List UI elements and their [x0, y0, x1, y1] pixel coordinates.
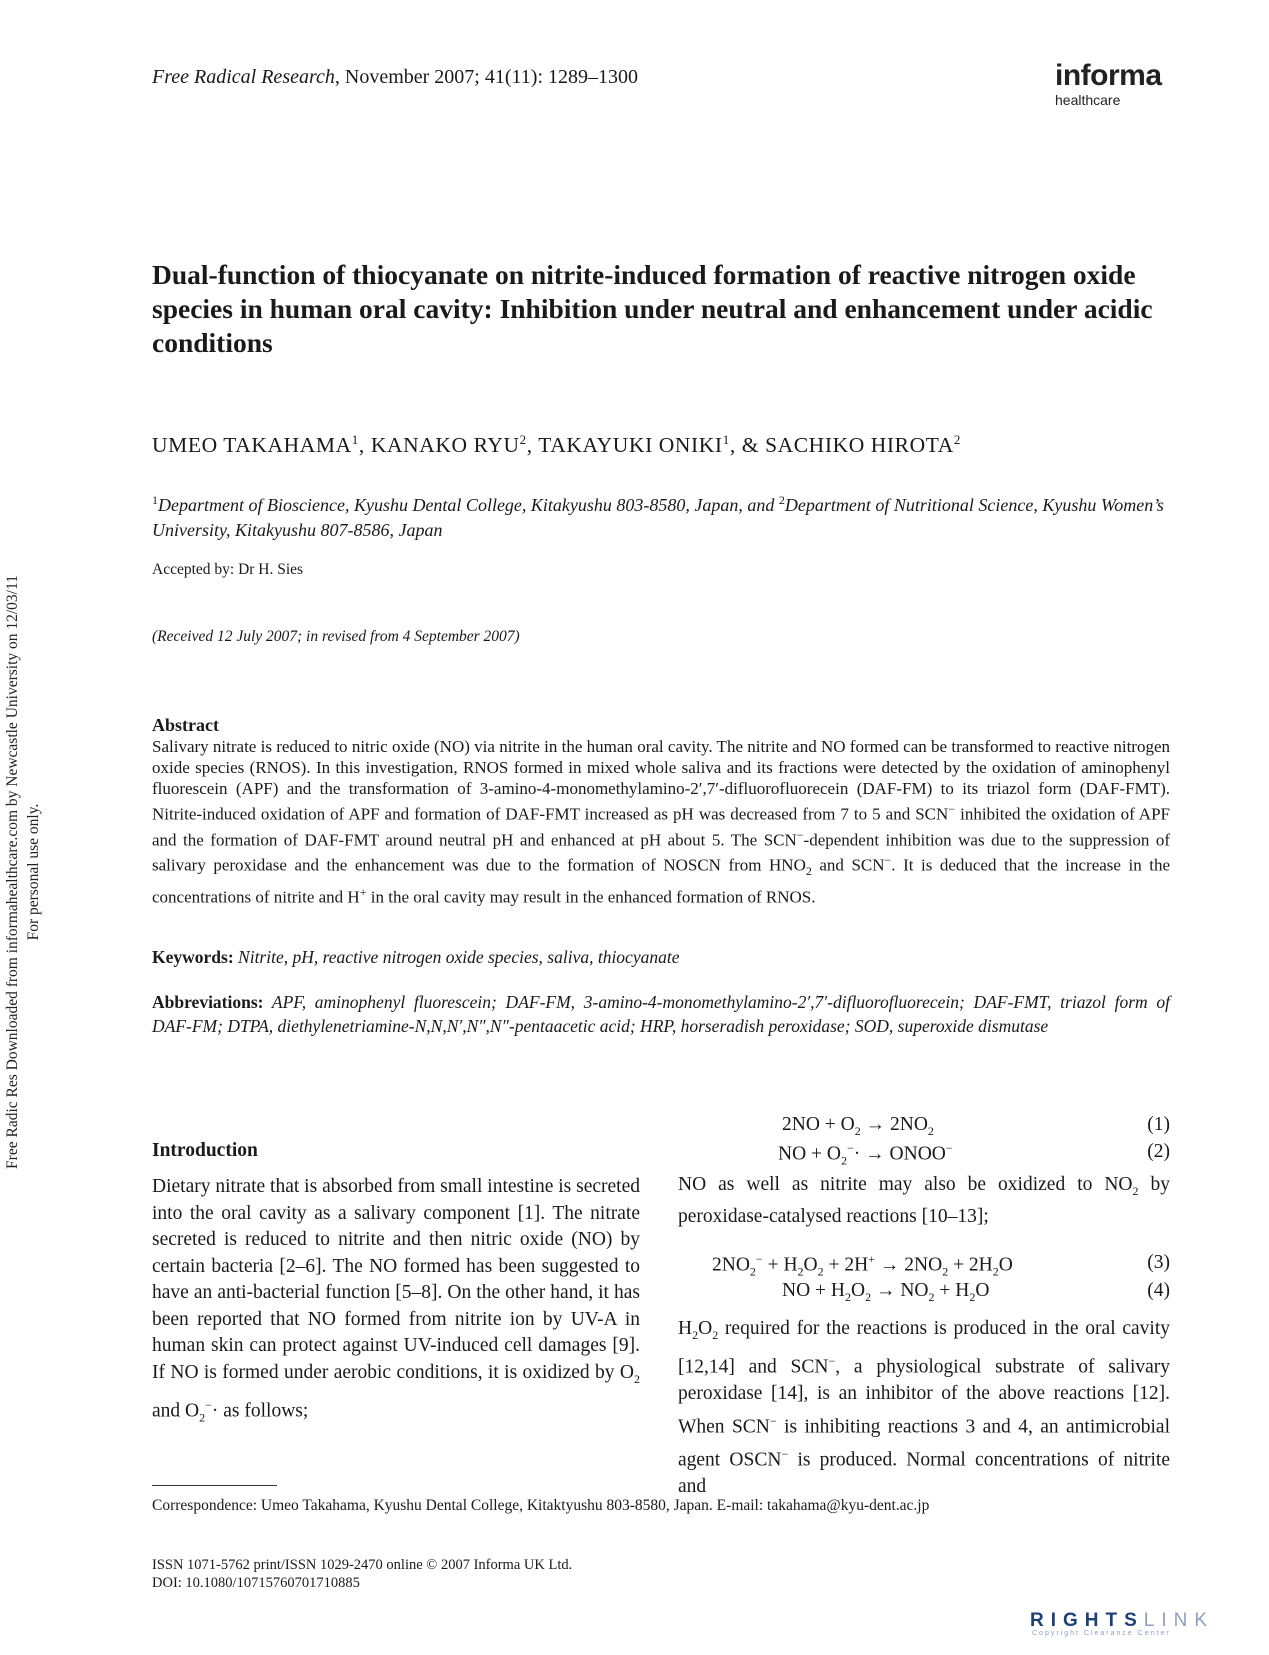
- author-affiliation-marker: 2: [519, 432, 527, 447]
- keywords: [152, 947, 1170, 968]
- author-list: [152, 432, 961, 458]
- equation-4-formula: NO + $H_2O_2 \to NO_2 + H_2O$: [782, 1280, 990, 1304]
- article-title: Dual-function of thiocyanate on nitrite-induced formation of reactive nitrogen oxide species in human oral cavity: Inhibition under neutral and enhancement under acidic conditions: [152, 259, 1153, 358]
- author-name: UMEO TAKAHAMA: [152, 433, 352, 458]
- equation-3: [678, 1252, 1170, 1278]
- rightslink-subtitle: Copyright Clearance Center: [1032, 1630, 1171, 1637]
- received-dates: (Received 12 July 2007; in revised from 4 September 2007): [152, 628, 520, 645]
- accepted-by: Accepted by: Dr H. Sies: [152, 561, 304, 578]
- correspondence-note: Correspondence: Umeo Takahama, Kyushu Dental College, Kitaktyushu 803-8580, Japan. E-mail: takahama@kyu-dent.ac.jp: [152, 1497, 930, 1514]
- issn: ISSN 1071-5762 print/ISSN 1029-2470 online © 2007 Informa UK Ltd.: [152, 1557, 573, 1573]
- introduction-right-para-1: NO as well as nitrite may also be oxidized to $NO_2$ by peroxidase-catalysed reactions [10–13];: [678, 1174, 1170, 1228]
- equation-1-number: (1): [1147, 1114, 1170, 1135]
- introduction-left-column: Dietary nitrate that is absorbed from small intestine is secreted into the oral cavity as a salivary component [1]. The nitrate secreted is reduced to nitrite and then nitric oxide (NO) by certain bacteria [2–6]. The NO formed has been suggested to have an anti-bacterial function [5–8]. On the other hand, it has been reported that NO formed from nitrite ion by UV-A in human skin can protect against UV-induced cell damages [9]. If NO is formed under aerobic conditions, it is oxidized by $O_2$ and $O_2^-\cdot$ as follows;: [152, 1176, 640, 1425]
- download-watermark: [2, 562, 64, 1182]
- equation-3-number: (3): [1147, 1252, 1170, 1273]
- equation-2-number: (2): [1147, 1141, 1170, 1162]
- equation-1-formula: $2NO + O_2 \to 2NO_2$: [782, 1114, 934, 1138]
- affiliations: [152, 488, 1170, 543]
- watermark-line-1: Free Radic Res Downloaded from informahealthcare.com by Newcastle University on 12/03/11: [4, 575, 21, 1169]
- affil-1: Department of Bioscience, Kyushu Dental College, Kitakyushu 803-8580, Japan, and: [158, 495, 779, 515]
- author-affiliation-marker: 1: [351, 432, 359, 447]
- author-separator: ,: [358, 433, 371, 458]
- rightslink-dark: RIGHTS: [1030, 1610, 1144, 1631]
- author-affiliation-marker: 1: [722, 432, 730, 447]
- affil-2-marker: 2: [778, 493, 785, 507]
- watermark-line-2: For personal use only.: [25, 803, 42, 941]
- keywords-text: Nitrite, pH, reactive nitrogen oxide species, saliva, thiocyanate: [233, 947, 680, 967]
- doi: DOI: 10.1080/10715760701710885: [152, 1575, 360, 1591]
- affil-2: Department of Nutritional Science, Kyushu Women’s University, Kitakyushu 807-8586, Japan: [152, 495, 1164, 540]
- abbreviations: [152, 990, 1170, 1038]
- abbreviations-text: APF, aminophenyl fluorescein; DAF-FM, 3-amino-4-monomethylamino-2′,7′-difluorofluorecein; DAF-FMT, triazol form of DAF-FM; DTPA, diethylenetriamine-N,N,N′,N″,N″-pentaacetic acid; HRP, horseradish peroxidase; SOD, superoxide dismutase: [152, 992, 1170, 1036]
- abstract-heading: Abstract: [152, 715, 219, 735]
- abbreviations-label: Abbreviations:: [152, 992, 264, 1012]
- equation-1: [678, 1114, 1170, 1140]
- author-separator: ,: [526, 433, 539, 458]
- affil-1-marker: 1: [152, 493, 158, 507]
- author-separator: , &: [729, 433, 766, 458]
- abstract-text: Salivary nitrate is reduced to nitric oxide (NO) via nitrite in the human oral cavity. The nitrite and NO formed can be transformed to reactive nitrogen oxide species (RNOS). In this investigation, RNOS formed in mixed whole saliva and its fractions were detected by the oxidation of aminophenyl fluorescein (APF) and the transformation of 3-amino-4-monomethylamino-2′,7′-difluorofluorecein (DAF-FM) to its triazol form (DAF-FMT). Nitrite-induced oxidation of APF and formation of DAF-FMT increased as pH was decreased from 7 to 5 and SCN− inhibited the oxidation of APF and the formation of DAF-FMT around neutral pH and enhanced at pH about 5. The SCN−-dependent inhibition was due to the suppression of salivary peroxidase and the enhancement was due to the formation of NOSCN from $HNO_2$ and SCN−. It is deduced that the increase in the concentrations of nitrite and H+ in the oral cavity may result in the enhanced formation of RNOS.: [152, 737, 1170, 908]
- equation-2-formula: NO + $O_2^-\cdot$ → ONOO−: [778, 1141, 953, 1168]
- equation-3-formula: $2NO_2^- + H_2O_2 + 2H^+ \to 2NO_2 + 2H_2O$: [712, 1252, 1013, 1279]
- keywords-label: Keywords:: [152, 947, 234, 967]
- equation-4: [678, 1280, 1170, 1306]
- introduction-right-para-2: $H_2O_2$ required for the reactions is produced in the oral cavity [12,14] and SCN−, a physiological substrate of salivary peroxidase [14], is an inhibitor of the above reactions [12]. When SCN− is inhibiting reactions 3 and 4, an antimicrobial agent OSCN− is produced. Normal concentrations of nitrite and: [678, 1318, 1171, 1497]
- publication-info: [152, 1556, 572, 1592]
- author-name: KANAKO RYU: [370, 433, 520, 458]
- equation-2: [678, 1141, 1170, 1167]
- introduction-heading: Introduction: [152, 1140, 258, 1161]
- author-name: TAKAYUKI ONIKI: [538, 433, 723, 458]
- logo-main: informa: [1055, 59, 1162, 92]
- rightslink-logo: [1030, 1610, 1214, 1637]
- journal-issue: , November 2007; 41(11): 1289–1300: [334, 66, 638, 88]
- journal-name: Free Radical Research: [152, 66, 335, 88]
- equation-4-number: (4): [1147, 1280, 1170, 1301]
- footnote-divider: [152, 1485, 277, 1486]
- rightslink-wordmark: [1030, 1610, 1214, 1631]
- publisher-logo: [1055, 60, 1180, 108]
- rightslink-light: LINK: [1143, 1610, 1215, 1631]
- journal-citation: [152, 66, 638, 89]
- logo-sub: healthcare: [1055, 92, 1121, 108]
- author-affiliation-marker: 2: [953, 432, 962, 447]
- author-name: SACHIKO HIROTA: [765, 433, 954, 458]
